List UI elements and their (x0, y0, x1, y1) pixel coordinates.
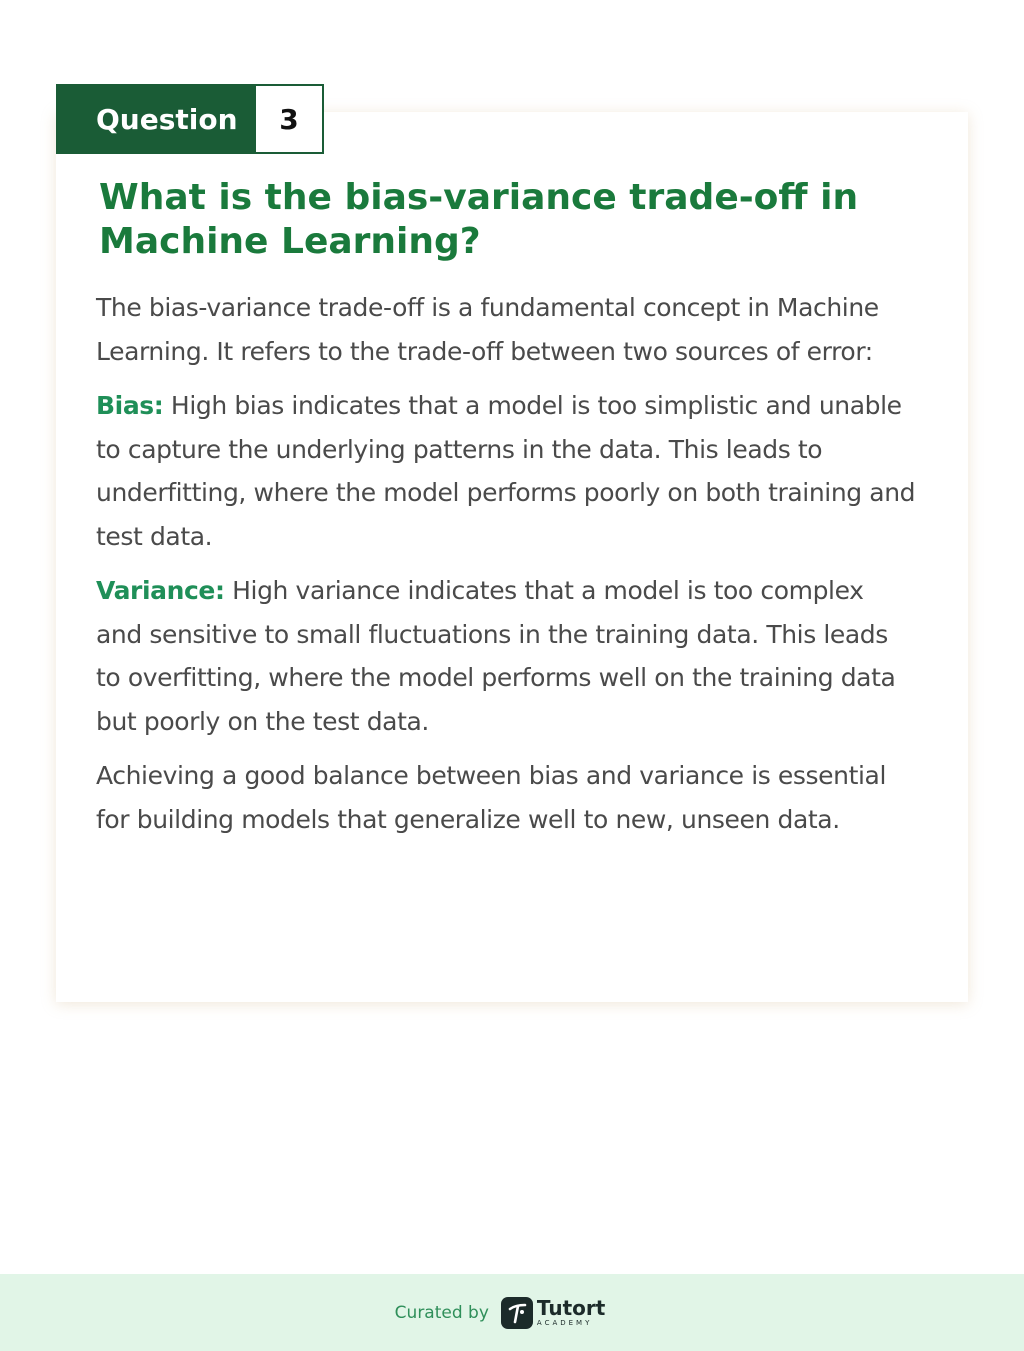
question-badge (56, 84, 324, 154)
variance-text: High variance indicates that a model is too complex and sensitive to small fluctuations in the training data. This leads to overfitting, where the model performs well on the training data but poorly on the test data. (96, 576, 896, 736)
bias-text: High bias indicates that a model is too simplistic and unable to capture the underlying patterns in the data. This leads to underfitting, where the model performs poorly on both training and test data. (96, 391, 916, 551)
bias-term: Bias: (96, 391, 164, 420)
brand-name: Tutort (536, 1296, 606, 1320)
bias-paragraph (96, 384, 916, 558)
conclusion-paragraph: Achieving a good balance between bias and variance is essential for building models that generalize well to new, unseen data. (96, 761, 886, 834)
brand (537, 1298, 605, 1327)
intro-paragraph: The bias-variance trade-off is a fundamental concept in Machine Learning. It refers to the trade-off between two sources of error: (96, 293, 879, 366)
question-label: Question (56, 84, 254, 154)
footer-bar (0, 1274, 1024, 1351)
question-number: 3 (254, 84, 324, 154)
variance-term: Variance: (96, 576, 225, 605)
answer-body (96, 286, 916, 852)
variance-paragraph (96, 569, 916, 743)
brand-subtitle: ACADEMY (536, 1319, 593, 1327)
question-title: What is the bias-variance trade-off in Machine Learning? (99, 177, 859, 262)
curated-by-label: Curated by (394, 1302, 489, 1323)
tutort-logo-icon (501, 1297, 533, 1329)
